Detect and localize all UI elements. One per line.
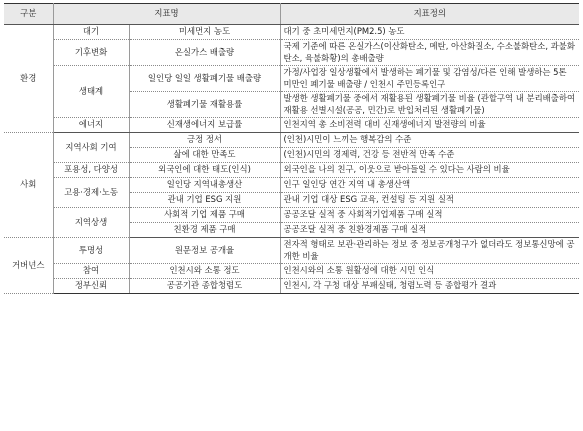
header-indicator: 지표명 — [53, 4, 280, 25]
subcategory-cell: 생태계 — [53, 66, 129, 118]
definition-cell: 인천지역 총 소비전력 대비 신재생에너지 발전량의 비율 — [280, 118, 579, 133]
category-society: 사회 — [4, 133, 53, 238]
subcategory-cell: 기후변화 — [53, 40, 129, 66]
table-row — [4, 66, 579, 92]
category-environment: 환경 — [4, 25, 53, 133]
indicator-cell: 미세먼지 농도 — [129, 25, 280, 40]
subcategory-cell: 참여 — [53, 264, 129, 279]
indicator-cell: 사회적 기업 제품 구매 — [129, 208, 280, 223]
indicator-cell: 삶에 대한 만족도 — [129, 148, 280, 163]
indicator-cell: 관내 기업 ESG 지원 — [129, 193, 280, 208]
definition-cell: 발생한 생활폐기물 중에서 재활용된 생활폐기물 비율 (관할구역 내 분리배출하여 재활용 선별시설(공공, 민간)로 반입처리된 생활폐기물) — [280, 92, 579, 118]
table-row — [4, 40, 579, 66]
header-definition: 지표정의 — [280, 4, 579, 25]
subcategory-cell: 포용성, 다양성 — [53, 163, 129, 178]
definition-cell: 국제 기준에 따른 온실가스(이산화탄소, 메탄, 아산화질소, 수소불화탄소, 과불화탄소, 육불화황)의 총배출량 — [280, 40, 579, 66]
table-row — [4, 178, 579, 193]
definition-cell: 외국인을 나의 친구, 이웃으로 받아들일 수 있다는 사람의 비율 — [280, 163, 579, 178]
definition-cell: 인천시, 각 구청 대상 부패실태, 청렴노력 등 종합평가 결과 — [280, 279, 579, 294]
indicator-cell: 생활폐기물 재활용률 — [129, 92, 280, 118]
definition-cell: 공공조달 실적 중 친환경제품 구매 실적 — [280, 223, 579, 238]
indicator-cell: 긍정 정서 — [129, 133, 280, 148]
definition-cell: 전자적 형태로 보관·관리하는 정보 중 정보공개청구가 없더라도 정보통신망에 공개한 비율 — [280, 238, 579, 264]
table-row — [4, 208, 579, 223]
header-category: 구분 — [4, 4, 53, 25]
definition-cell: 관내 기업 대상 ESG 교육, 컨설팅 등 지원 실적 — [280, 193, 579, 208]
subcategory-cell: 대기 — [53, 25, 129, 40]
subcategory-cell: 정부신뢰 — [53, 279, 129, 294]
table-row — [4, 264, 579, 279]
indicator-cell: 친환경 제품 구매 — [129, 223, 280, 238]
definition-cell: 인구 일인당 연간 지역 내 총생산액 — [280, 178, 579, 193]
subcategory-cell: 에너지 — [53, 118, 129, 133]
indicator-cell: 외국인에 대한 태도(인식) — [129, 163, 280, 178]
indicator-cell: 일인당 지역내총생산 — [129, 178, 280, 193]
table-header-row — [4, 4, 579, 25]
indicator-cell: 온실가스 배출량 — [129, 40, 280, 66]
subcategory-cell: 고용·경제·노동 — [53, 178, 129, 208]
subcategory-cell: 지역상생 — [53, 208, 129, 238]
indicator-cell: 원문정보 공개율 — [129, 238, 280, 264]
table-row — [4, 279, 579, 294]
table-row — [4, 25, 579, 40]
esg-indicator-table — [4, 3, 579, 294]
indicator-cell: 일인당 일일 생활폐기물 배출량 — [129, 66, 280, 92]
definition-cell: (인천)시민이 느끼는 행복감의 수준 — [280, 133, 579, 148]
table-row — [4, 118, 579, 133]
table-row — [4, 133, 579, 148]
definition-cell: 가정/사업장 일상생활에서 발생하는 폐기물 및 감염성/다른 인해 발생하는 5톤 미만인 폐기물 배출량 / 인천시 주민등록인구 — [280, 66, 579, 92]
definition-cell: 대기 중 초미세먼지(PM2.5) 농도 — [280, 25, 579, 40]
definition-cell: 인천시와의 소통 원활성에 대한 시민 인식 — [280, 264, 579, 279]
category-governance: 거버넌스 — [4, 238, 53, 294]
indicator-cell: 공공기관 종합청렴도 — [129, 279, 280, 294]
definition-cell: (인천)시민의 경제력, 건강 등 전반적 만족 수준 — [280, 148, 579, 163]
subcategory-cell: 투명성 — [53, 238, 129, 264]
table-row — [4, 238, 579, 264]
table-row — [4, 163, 579, 178]
definition-cell: 공공조달 실적 중 사회적기업제품 구매 실적 — [280, 208, 579, 223]
indicator-cell: 신재생에너지 보급률 — [129, 118, 280, 133]
indicator-cell: 인천시와 소통 정도 — [129, 264, 280, 279]
subcategory-cell: 지역사회 기여 — [53, 133, 129, 163]
